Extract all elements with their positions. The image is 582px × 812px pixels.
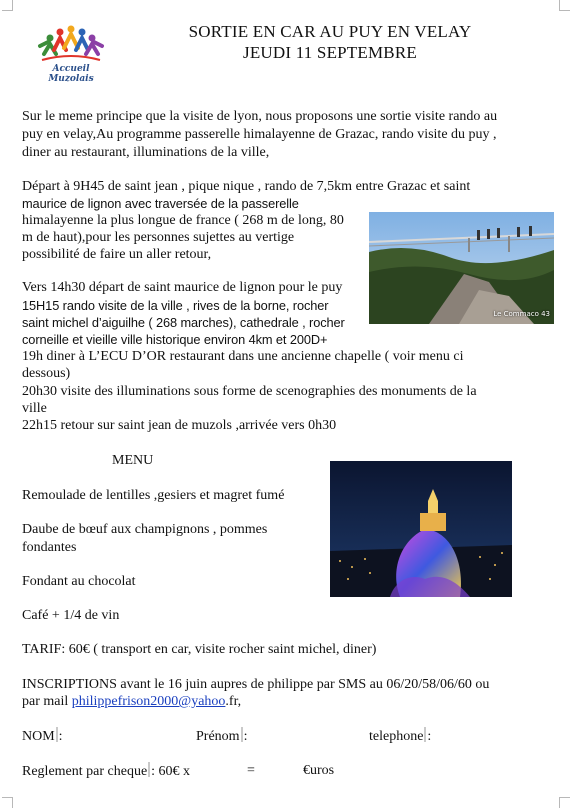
reglement-field[interactable] xyxy=(148,762,150,777)
form-field-telephone: telephone : xyxy=(369,729,432,744)
page-corner-mark xyxy=(2,797,13,808)
illuminated-chapel-photo xyxy=(330,461,512,597)
email-suffix: .fr, xyxy=(225,694,242,709)
form-field-nom: NOM : xyxy=(22,729,63,744)
body-line: Sur le meme principe que la visite de lyon, nous proposons une sortie visite rando au xyxy=(22,109,498,124)
body-line: possibilité de faire un aller retour, xyxy=(22,247,212,262)
body-line: 22h15 retour sur saint jean de muzols ,arrivée vers 0h30 xyxy=(22,418,337,433)
photo-credit: Le Commaco 43 xyxy=(493,310,550,318)
document-title xyxy=(150,21,510,63)
body-line: maurice de lignon avec traversée de la passerelle xyxy=(22,196,299,211)
title-line-1: SORTIE EN CAR AU PUY EN VELAY xyxy=(188,22,472,41)
reglement-label: Reglement par cheque xyxy=(22,764,148,779)
body-line: 19h diner à L’ECU D’OR restaurant dans une ancienne chapelle ( voir menu ci xyxy=(22,349,464,364)
form-field-reglement xyxy=(22,762,190,780)
inscriptions-line: INSCRIPTIONS avant le 16 juin aupres de philippe par SMS au 06/20/58/06/60 ou xyxy=(22,677,490,692)
menu-item: Daube de bœuf aux champignons , pommes xyxy=(22,522,268,537)
page-corner-mark xyxy=(2,0,13,11)
page-corner-mark xyxy=(559,0,570,11)
body-line: Départ à 9H45 de saint jean , pique nique , rando de 7,5km entre Grazac et saint xyxy=(22,179,471,194)
menu-item: Café + 1/4 de vin xyxy=(22,608,120,623)
reglement-amount: : 60€ x xyxy=(151,764,191,779)
menu-item: fondantes xyxy=(22,540,77,555)
prenom-label: Prénom xyxy=(196,729,240,744)
inscriptions-contact xyxy=(22,693,241,710)
email-link[interactable]: philippefrison2000@yahoo xyxy=(71,694,226,709)
nom-label: NOM xyxy=(22,729,55,744)
accueil-muzolais-logo xyxy=(30,24,112,84)
title-line-2: JEUDI 11 SEPTEMBRE xyxy=(243,43,417,62)
prenom-field[interactable] xyxy=(241,727,243,742)
form-field-prenom: Prénom : xyxy=(196,729,248,744)
euros-label: €uros xyxy=(303,763,335,778)
body-line: corneille et vieille ville historique environ 4km et 200D+ xyxy=(22,332,328,347)
body-line: 20h30 visite des illuminations sous forme de scenographies des monuments de la xyxy=(22,384,477,399)
menu-item: Remoulade de lentilles ,gesiers et magret fumé xyxy=(22,488,285,503)
body-line: Vers 14h30 départ de saint maurice de lignon pour le puy xyxy=(22,280,343,295)
nom-field[interactable] xyxy=(56,727,58,742)
body-line: puy en velay,Au programme passerelle himalayenne de Grazac, rando visite du puy , xyxy=(22,127,497,142)
body-line: m de haut),pour les personnes sujettes au vertige xyxy=(22,230,295,245)
body-line: saint michel d’aiguilhe ( 268 marches), cathedrale , rocher xyxy=(22,315,345,330)
menu-item: Fondant au chocolat xyxy=(22,574,136,589)
body-line: dessous) xyxy=(22,366,71,381)
suspension-bridge-photo xyxy=(369,212,554,324)
logo-figures-icon xyxy=(30,24,112,66)
telephone-label: telephone xyxy=(369,729,424,744)
page-corner-mark xyxy=(559,797,570,808)
body-line: diner au restaurant, illuminations de la ville, xyxy=(22,145,270,160)
logo-label: Accueil Muzolais xyxy=(48,64,94,84)
body-line: ville xyxy=(22,401,47,416)
equals-sign: = xyxy=(247,763,255,778)
menu-heading: MENU xyxy=(112,453,154,468)
body-line: himalayenne la plus longue de france ( 268 m de long, 80 xyxy=(22,213,344,228)
body-line: 15H15 rando visite de la ville , rives de la borne, rocher xyxy=(22,298,329,313)
inscriptions-prefix: par mail xyxy=(22,694,72,709)
tarif-line: TARIF: 60€ ( transport en car, visite rocher saint michel, diner) xyxy=(22,642,377,657)
